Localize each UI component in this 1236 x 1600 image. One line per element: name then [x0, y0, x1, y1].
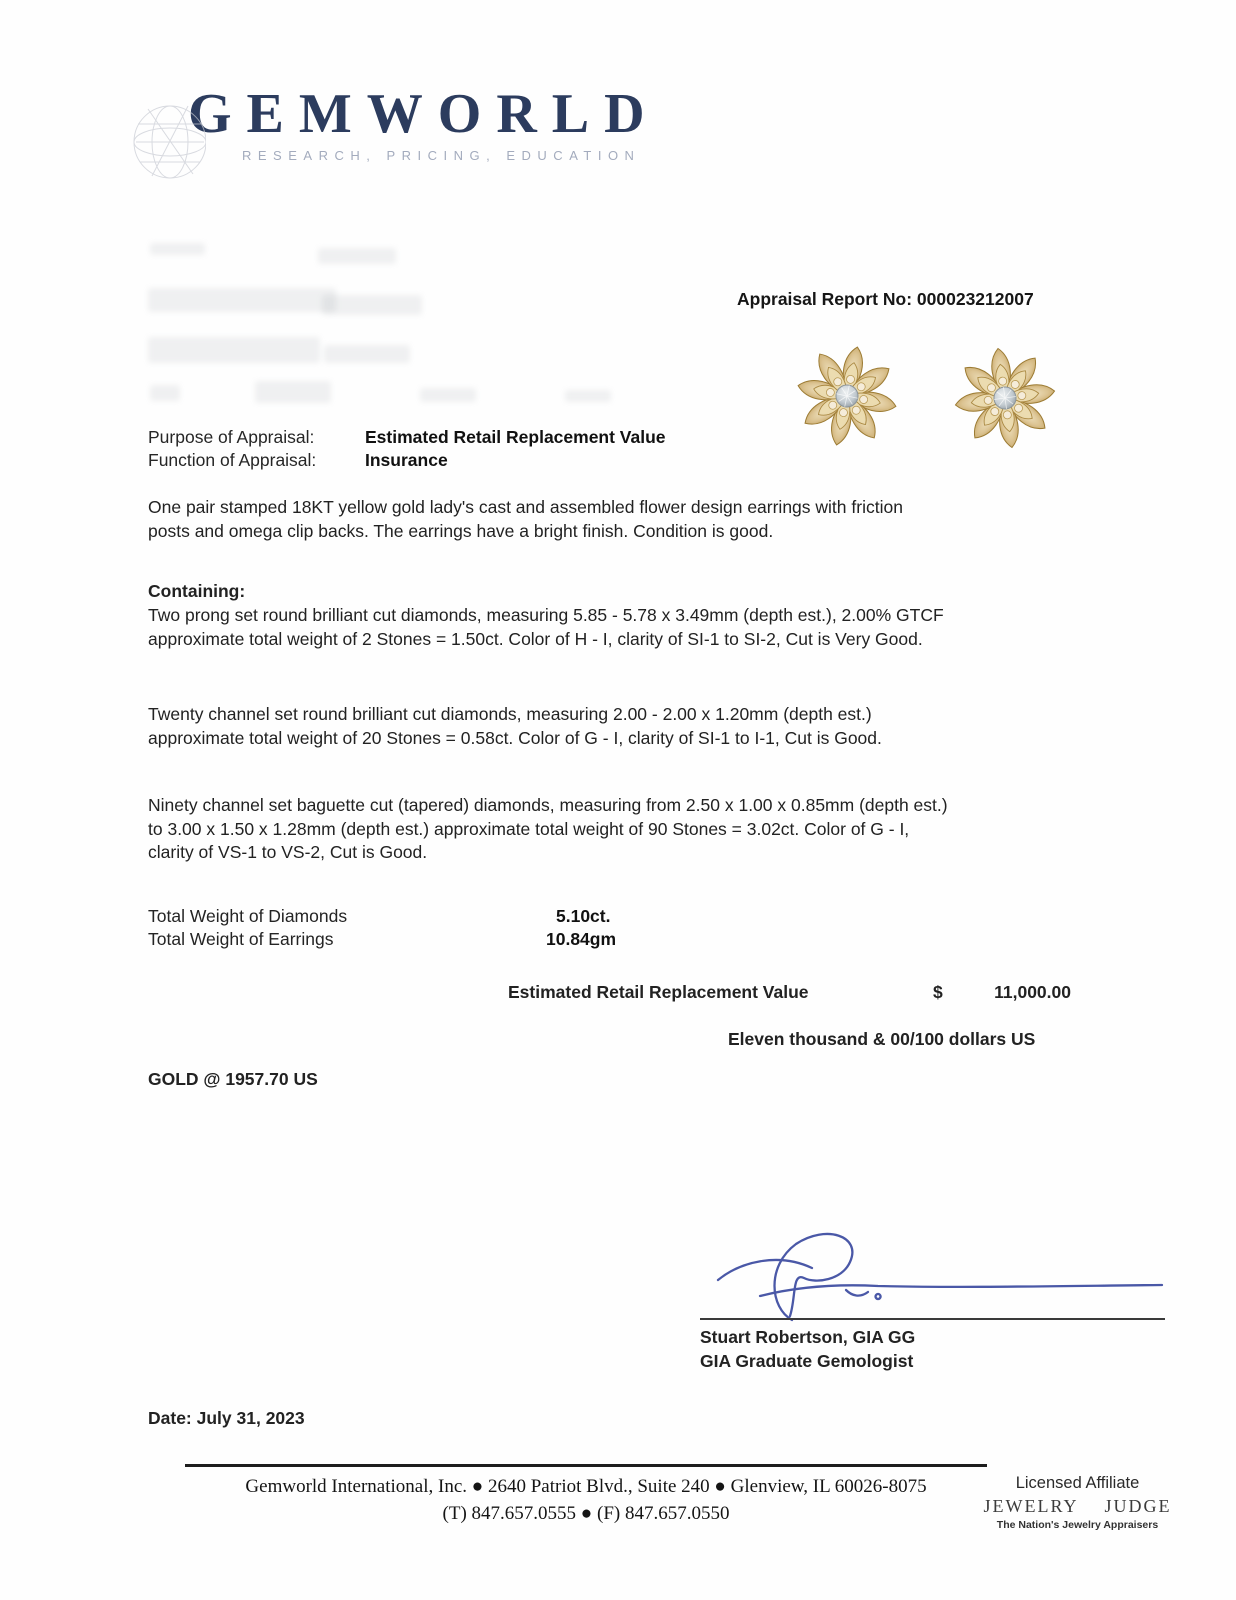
item-description: One pair stamped 18KT yellow gold lady's cast and assembled flower design earrings with friction posts and omega clip backs. The earrings have a bright finish. Condition is good.: [148, 497, 903, 541]
valuation-amount: 11,000.00: [994, 982, 1071, 1002]
date-line: Date: July 31, 2023: [148, 1408, 305, 1428]
function-label: Function of Appraisal:: [148, 450, 317, 470]
purpose-value: Estimated Retail Replacement Value: [365, 427, 666, 447]
containing-heading: Containing:: [148, 581, 246, 601]
containing-paragraph-1: Two prong set round brilliant cut diamonds, measuring 5.85 - 5.78 x 3.49mm (depth est.), 2.00% GTCF approximate total weight of 2 Stones = 1.50ct. Color of H - I, clarity of SI-1 to SI-2, Cut is Very Good.: [148, 605, 944, 649]
containing-paragraph-3: Ninety channel set baguette cut (tapered) diamonds, measuring from 2.50 x 1.00 x 0.85mm (depth est.) to 3.00 x 1.50 x 1.28mm (depth est.) approximate total weight of 90 Stones = 3.02ct. Color of G - I, clarity of VS-1 to VS-2, Cut is Good.: [148, 795, 948, 862]
affiliate-brand-left: JEWELRY: [983, 1496, 1079, 1516]
signature-line: [700, 1318, 1165, 1320]
footer-phones: (T) 847.657.0555 ● (F) 847.657.0550: [442, 1503, 730, 1524]
brand-tagline: RESEARCH, PRICING, EDUCATION: [242, 148, 641, 163]
total-earrings-value: 10.84gm: [546, 929, 617, 949]
function-row: [148, 450, 448, 471]
total-earrings-label: Total Weight of Earrings: [148, 929, 334, 949]
affiliate-badge: [985, 1474, 1170, 1531]
appraiser-signature: [700, 1228, 1170, 1323]
gold-price-line: GOLD @ 1957.70 US: [148, 1069, 318, 1089]
earrings-photo: [762, 332, 1088, 458]
globe-sketch-icon: [128, 84, 206, 202]
report-number-value: 000023212007: [916, 289, 1034, 309]
valuation-amount-words: Eleven thousand & 00/100 dollars US: [728, 1029, 1036, 1049]
footer-rule: [185, 1464, 987, 1467]
function-value: Insurance: [365, 450, 448, 470]
total-diamonds-value: 5.10ct.: [556, 906, 611, 926]
affiliate-line3: The Nation's Jewelry Appraisers: [996, 1519, 1159, 1531]
affiliate-line1: Licensed Affiliate: [1015, 1474, 1140, 1492]
affiliate-brand-right: JUDGE: [1104, 1496, 1172, 1516]
purpose-label: Purpose of Appraisal:: [148, 427, 315, 447]
valuation-label: Estimated Retail Replacement Value: [508, 982, 809, 1002]
report-number-line: [737, 289, 1034, 310]
report-number-label: Appraisal Report No:: [737, 289, 913, 309]
brand-wordmark: GEMWORLD: [188, 83, 660, 145]
appraiser-title: GIA Graduate Gemologist: [700, 1351, 914, 1371]
appraiser-name: Stuart Robertson, GIA GG: [700, 1327, 916, 1347]
valuation-currency: $: [933, 982, 943, 1002]
footer-address: Gemworld International, Inc. ● 2640 Patriot Blvd., Suite 240 ● Glenview, IL 60026-8075: [245, 1476, 927, 1497]
containing-paragraph-2: Twenty channel set round brilliant cut diamonds, measuring 2.00 - 2.00 x 1.20mm (depth est.) approximate total weight of 20 Stones = 0.58ct. Color of G - I, clarity of SI-1 to I-1, Cut is Good.: [148, 704, 882, 748]
total-diamonds-label: Total Weight of Diamonds: [148, 906, 348, 926]
gemworld-logo: [128, 82, 668, 163]
jewelry-judge-logo: [985, 1496, 1170, 1517]
purpose-row: [148, 427, 666, 448]
